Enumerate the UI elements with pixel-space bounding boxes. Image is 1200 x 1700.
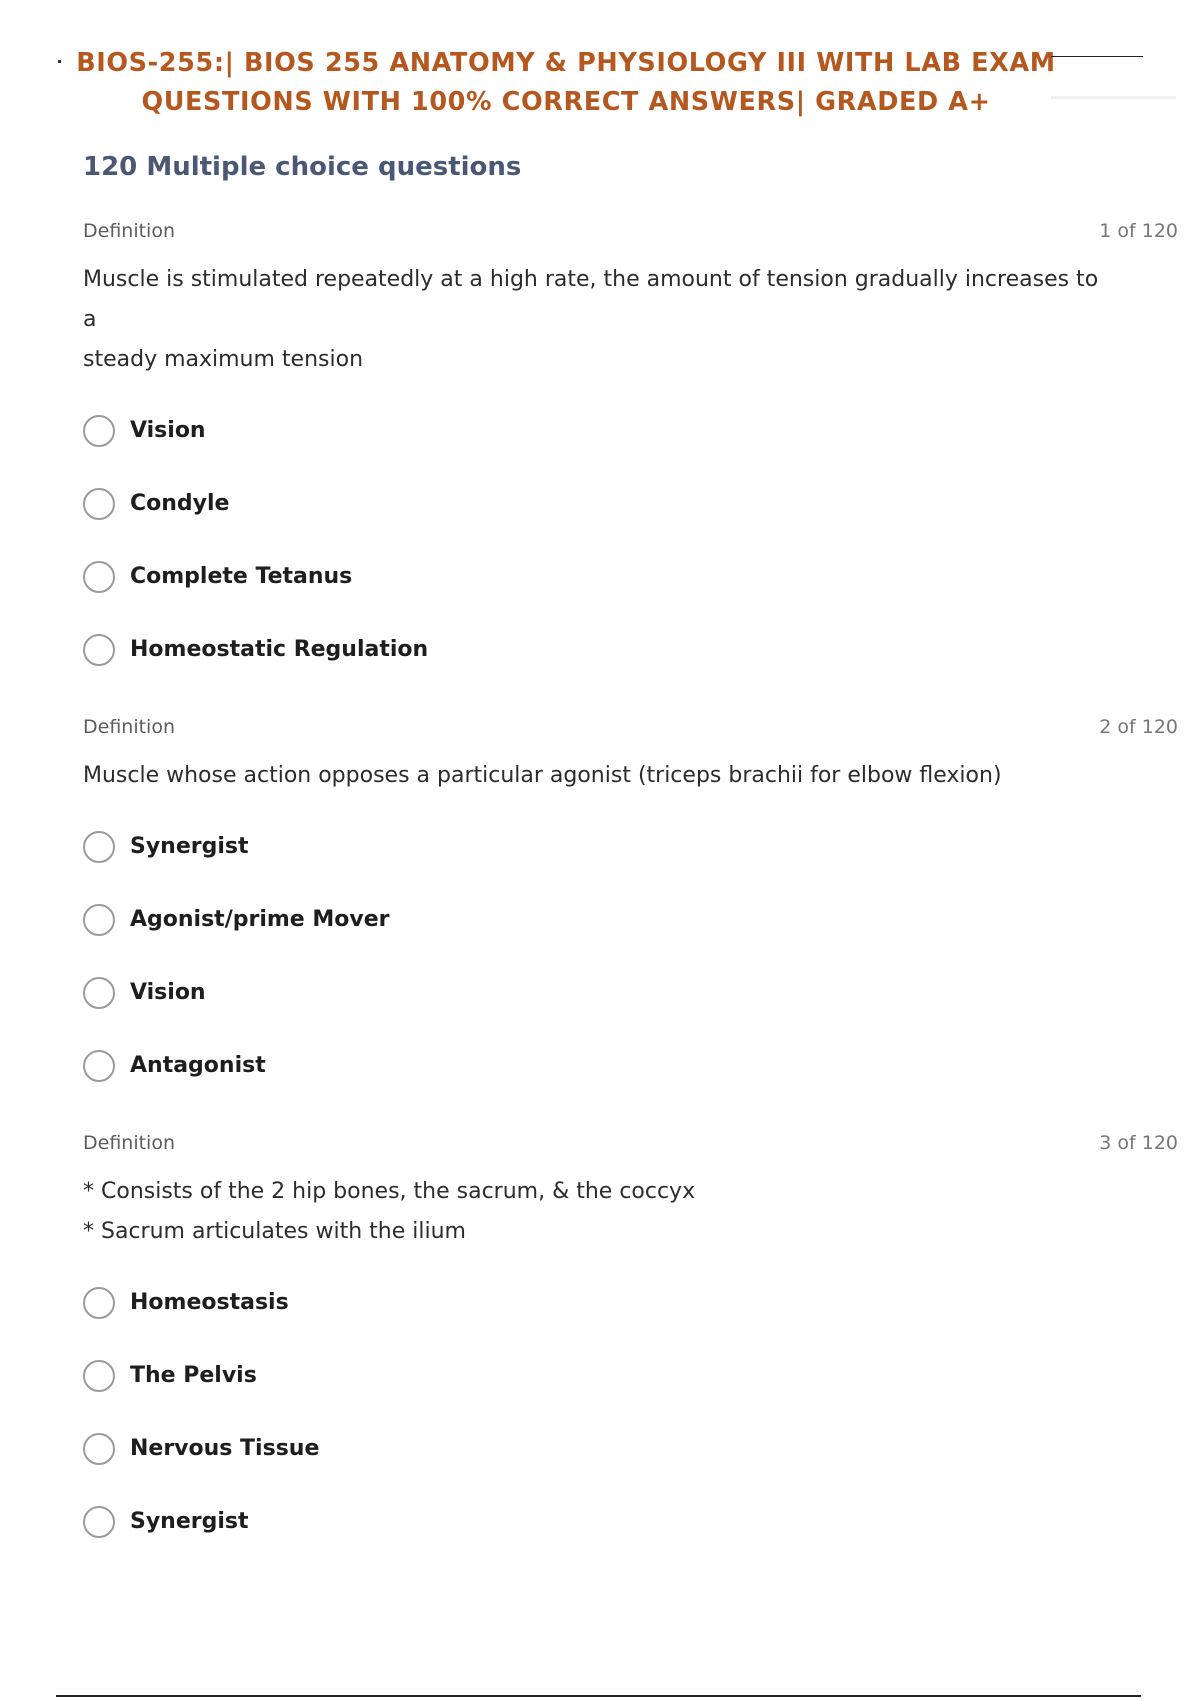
answer-option[interactable] (83, 1412, 1178, 1485)
answer-option-label: Vision (130, 418, 206, 443)
document-title-line-2: QUESTIONS WITH 100% CORRECT ANSWERS| GRADED A+ (141, 87, 991, 117)
radio-button[interactable] (83, 977, 115, 1009)
question-text-line: * Consists of the 2 hip bones, the sacrum, & the coccyx (83, 1179, 696, 1204)
answer-option[interactable] (83, 1266, 1178, 1339)
answer-options (83, 394, 1178, 686)
answer-options (83, 1266, 1178, 1558)
answer-option-label: Homeostasis (130, 1290, 289, 1315)
document-title-line-1: BIOS-255:| BIOS 255 ANATOMY & PHYSIOLOGY III WITH LAB EXAM (76, 48, 1056, 78)
question-card (83, 716, 1178, 1102)
question-text (83, 1172, 1178, 1252)
radio-button[interactable] (83, 1287, 115, 1319)
question-counter: 3 of 120 (1099, 1132, 1178, 1154)
question-list (83, 220, 1178, 1588)
radio-button[interactable] (83, 904, 115, 936)
answer-option[interactable] (83, 394, 1178, 467)
question-text (83, 756, 1178, 796)
question-header (83, 220, 1178, 260)
radio-button[interactable] (83, 1360, 115, 1392)
answer-option-label: The Pelvis (130, 1363, 257, 1388)
question-counter: 1 of 120 (1099, 220, 1178, 242)
answer-option-label: Agonist/prime Mover (130, 907, 390, 932)
answer-option[interactable] (83, 810, 1178, 883)
answer-option-label: Vision (130, 980, 206, 1005)
question-type-label: Definition (83, 220, 176, 242)
answer-option[interactable] (83, 1339, 1178, 1412)
question-header (83, 716, 1178, 756)
header-rule-faint (1051, 96, 1176, 99)
question-text (83, 260, 1178, 380)
radio-button[interactable] (83, 1050, 115, 1082)
radio-button[interactable] (83, 634, 115, 666)
question-text-line: Muscle whose action opposes a particular agonist (triceps brachii for elbow flexion) (83, 763, 1002, 788)
question-counter: 2 of 120 (1099, 716, 1178, 738)
radio-button[interactable] (83, 561, 115, 593)
document-title (66, 44, 1066, 122)
answer-options (83, 810, 1178, 1102)
section-title: 120 Multiple choice questions (83, 152, 522, 182)
answer-option-label: Homeostatic Regulation (130, 637, 429, 662)
radio-button[interactable] (83, 488, 115, 520)
answer-option-label: Antagonist (130, 1053, 266, 1078)
radio-button[interactable] (83, 415, 115, 447)
answer-option[interactable] (83, 1029, 1178, 1102)
question-header (83, 1132, 1178, 1172)
question-type-label: Definition (83, 716, 176, 738)
question-card (83, 220, 1178, 686)
radio-button[interactable] (83, 1433, 115, 1465)
question-text-line: * Sacrum articulates with the ilium (83, 1219, 466, 1244)
page-header (56, 40, 1186, 130)
answer-option-label: Synergist (130, 834, 249, 859)
bullet-dot (58, 60, 61, 63)
radio-button[interactable] (83, 831, 115, 863)
answer-option[interactable] (83, 613, 1178, 686)
answer-option[interactable] (83, 883, 1178, 956)
radio-button[interactable] (83, 1506, 115, 1538)
answer-option-label: Condyle (130, 491, 230, 516)
question-text-line: steady maximum tension (83, 347, 364, 372)
answer-option[interactable] (83, 1485, 1178, 1558)
question-text-line: Muscle is stimulated repeatedly at a high rate, the amount of tension gradually increases to a (83, 267, 1099, 332)
answer-option-label: Complete Tetanus (130, 564, 353, 589)
answer-option[interactable] (83, 540, 1178, 613)
answer-option-label: Nervous Tissue (130, 1436, 320, 1461)
answer-option[interactable] (83, 467, 1178, 540)
answer-option-label: Synergist (130, 1509, 249, 1534)
answer-option[interactable] (83, 956, 1178, 1029)
header-rule (1051, 56, 1143, 57)
question-card (83, 1132, 1178, 1558)
footer-rule (56, 1695, 1141, 1697)
question-type-label: Definition (83, 1132, 176, 1154)
